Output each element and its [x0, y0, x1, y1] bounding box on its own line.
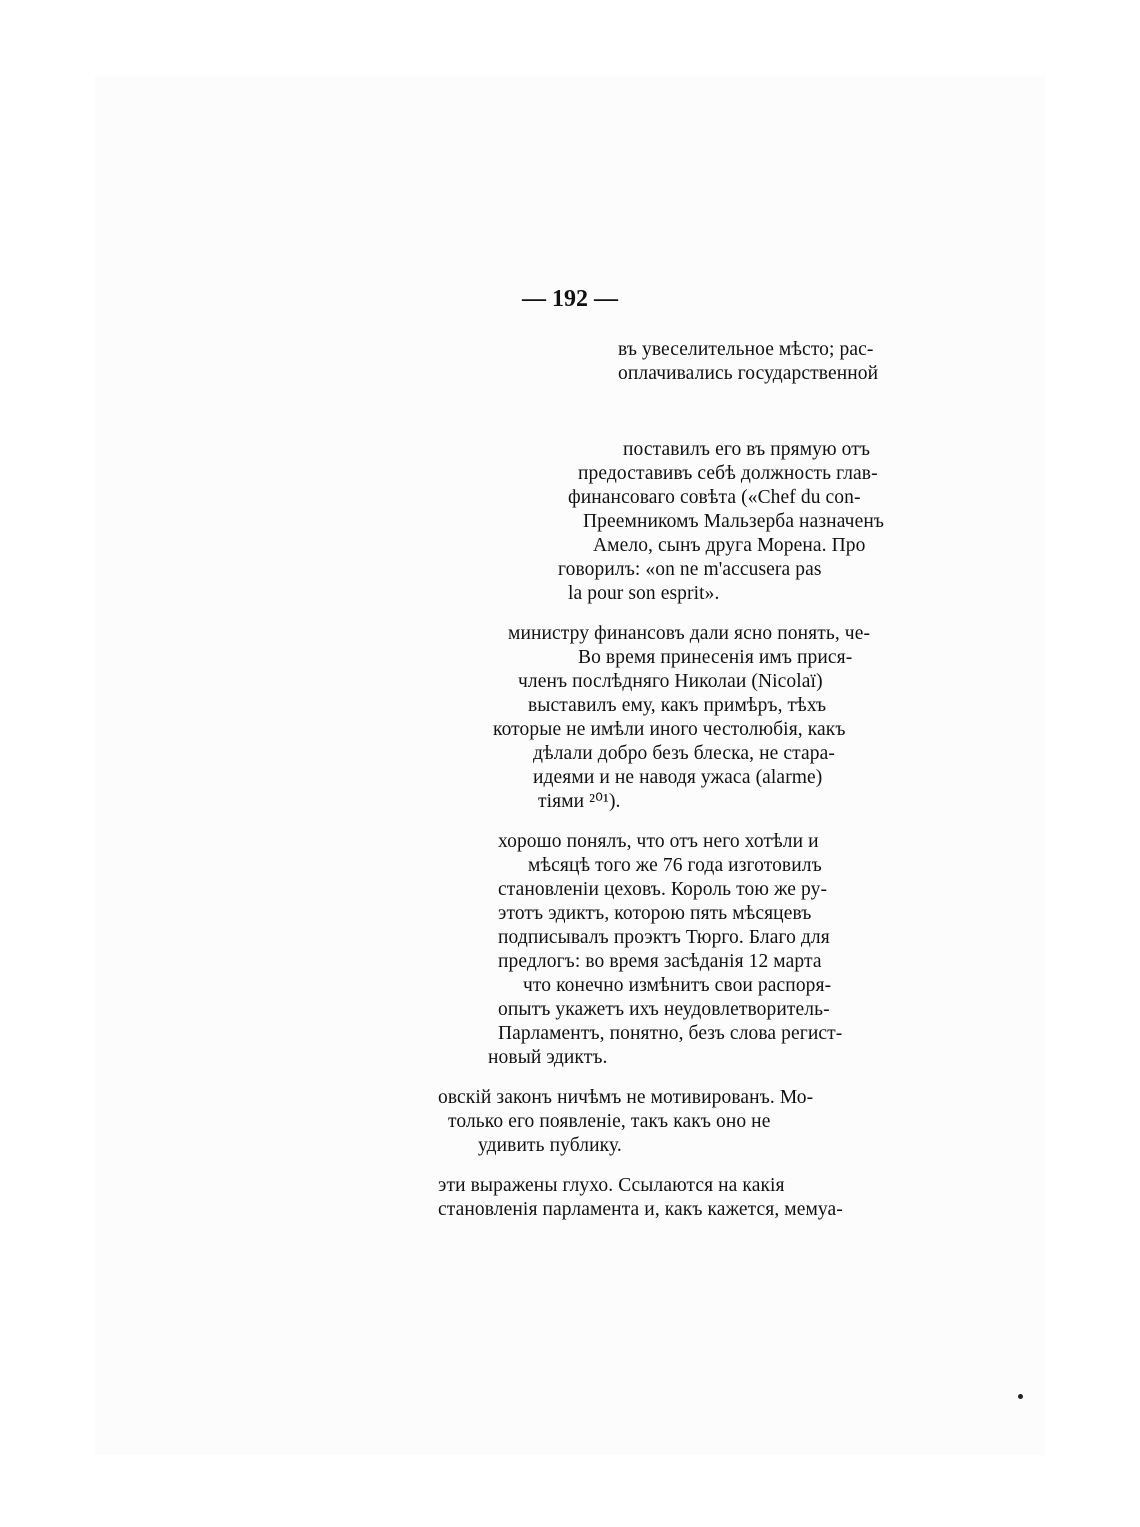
text-line: въ увеселительное мѣсто; рас-: [618, 339, 874, 360]
text-line: эти выражены глухо. Ссылаются на какія: [438, 1175, 785, 1196]
text-line: становленіи цеховъ. Король тою же ру-: [498, 879, 828, 900]
text-line: дѣлали добро безъ блеска, не стара-: [533, 743, 835, 764]
text-line: Парламентъ, понятно, безъ слова регист-: [498, 1023, 843, 1044]
text-line: этотъ эдиктъ, которою пять мѣсяцевъ: [498, 903, 812, 924]
text-line: тіями ²⁰¹).: [538, 791, 621, 812]
text-line: которые не имѣли иного честолюбія, какъ: [493, 719, 846, 740]
text-line: овскій законъ ничѣмъ не мотивированъ. Мо-: [438, 1087, 814, 1108]
text-line: Амело, сынъ друга Морена. Про: [593, 535, 866, 556]
text-line: министру финансовъ дали ясно понять, че-: [508, 623, 871, 644]
text-line: хорошо понялъ, что отъ него хотѣли и: [498, 831, 819, 852]
text-line: идеями и не наводя ужаса (alarme): [533, 767, 823, 788]
paragraph-5: [408, 1086, 920, 1158]
ink-speck: [1018, 1394, 1023, 1399]
text-line: только его появленіе, такъ какъ оно не: [448, 1111, 771, 1132]
paragraph-4: [408, 830, 920, 1070]
text-line: la pour son esprit».: [568, 583, 720, 604]
text-line: предоставивъ себѣ должность глав-: [578, 463, 878, 484]
text-line: говорилъ: «on ne m'accusera pas: [558, 559, 822, 580]
paragraph-1: [408, 338, 920, 386]
paragraph-6: [408, 1174, 920, 1222]
text-line: оплачивались государственной: [618, 363, 879, 384]
text-line: поставилъ его въ прямую отъ: [623, 439, 871, 460]
text-line: Преемникомъ Мальзерба назначенъ: [583, 511, 885, 532]
text-line: выставилъ ему, какъ примѣръ, тѣхъ: [528, 695, 827, 716]
text-line: Во время принесенія имъ прися-: [578, 647, 853, 668]
text-line: финансоваго совѣта («Chef du con-: [568, 487, 861, 508]
text-line: мѣсяцѣ того же 76 года изготовилъ: [528, 855, 822, 876]
text-line: становленія парламента и, какъ кажется, мемуа-: [438, 1199, 843, 1220]
paragraph-3: [408, 622, 920, 814]
body-text: [408, 338, 920, 1222]
text-line: членъ послѣдняго Николаи (Nicolaï): [518, 671, 823, 692]
text-line: предлогъ: во время засѣданія 12 марта: [498, 951, 822, 972]
text-line: опытъ укажетъ ихъ неудовлетворитель-: [498, 999, 830, 1020]
page-number: — 192 —: [522, 286, 618, 312]
text-line: новый эдиктъ.: [488, 1047, 608, 1068]
text-line: что конечно измѣнитъ свои распоря-: [523, 975, 832, 996]
text-line: удивить публику.: [478, 1135, 622, 1156]
paragraph-2: [408, 438, 920, 606]
text-line: подписывалъ проэктъ Тюрго. Благо для: [498, 927, 830, 948]
